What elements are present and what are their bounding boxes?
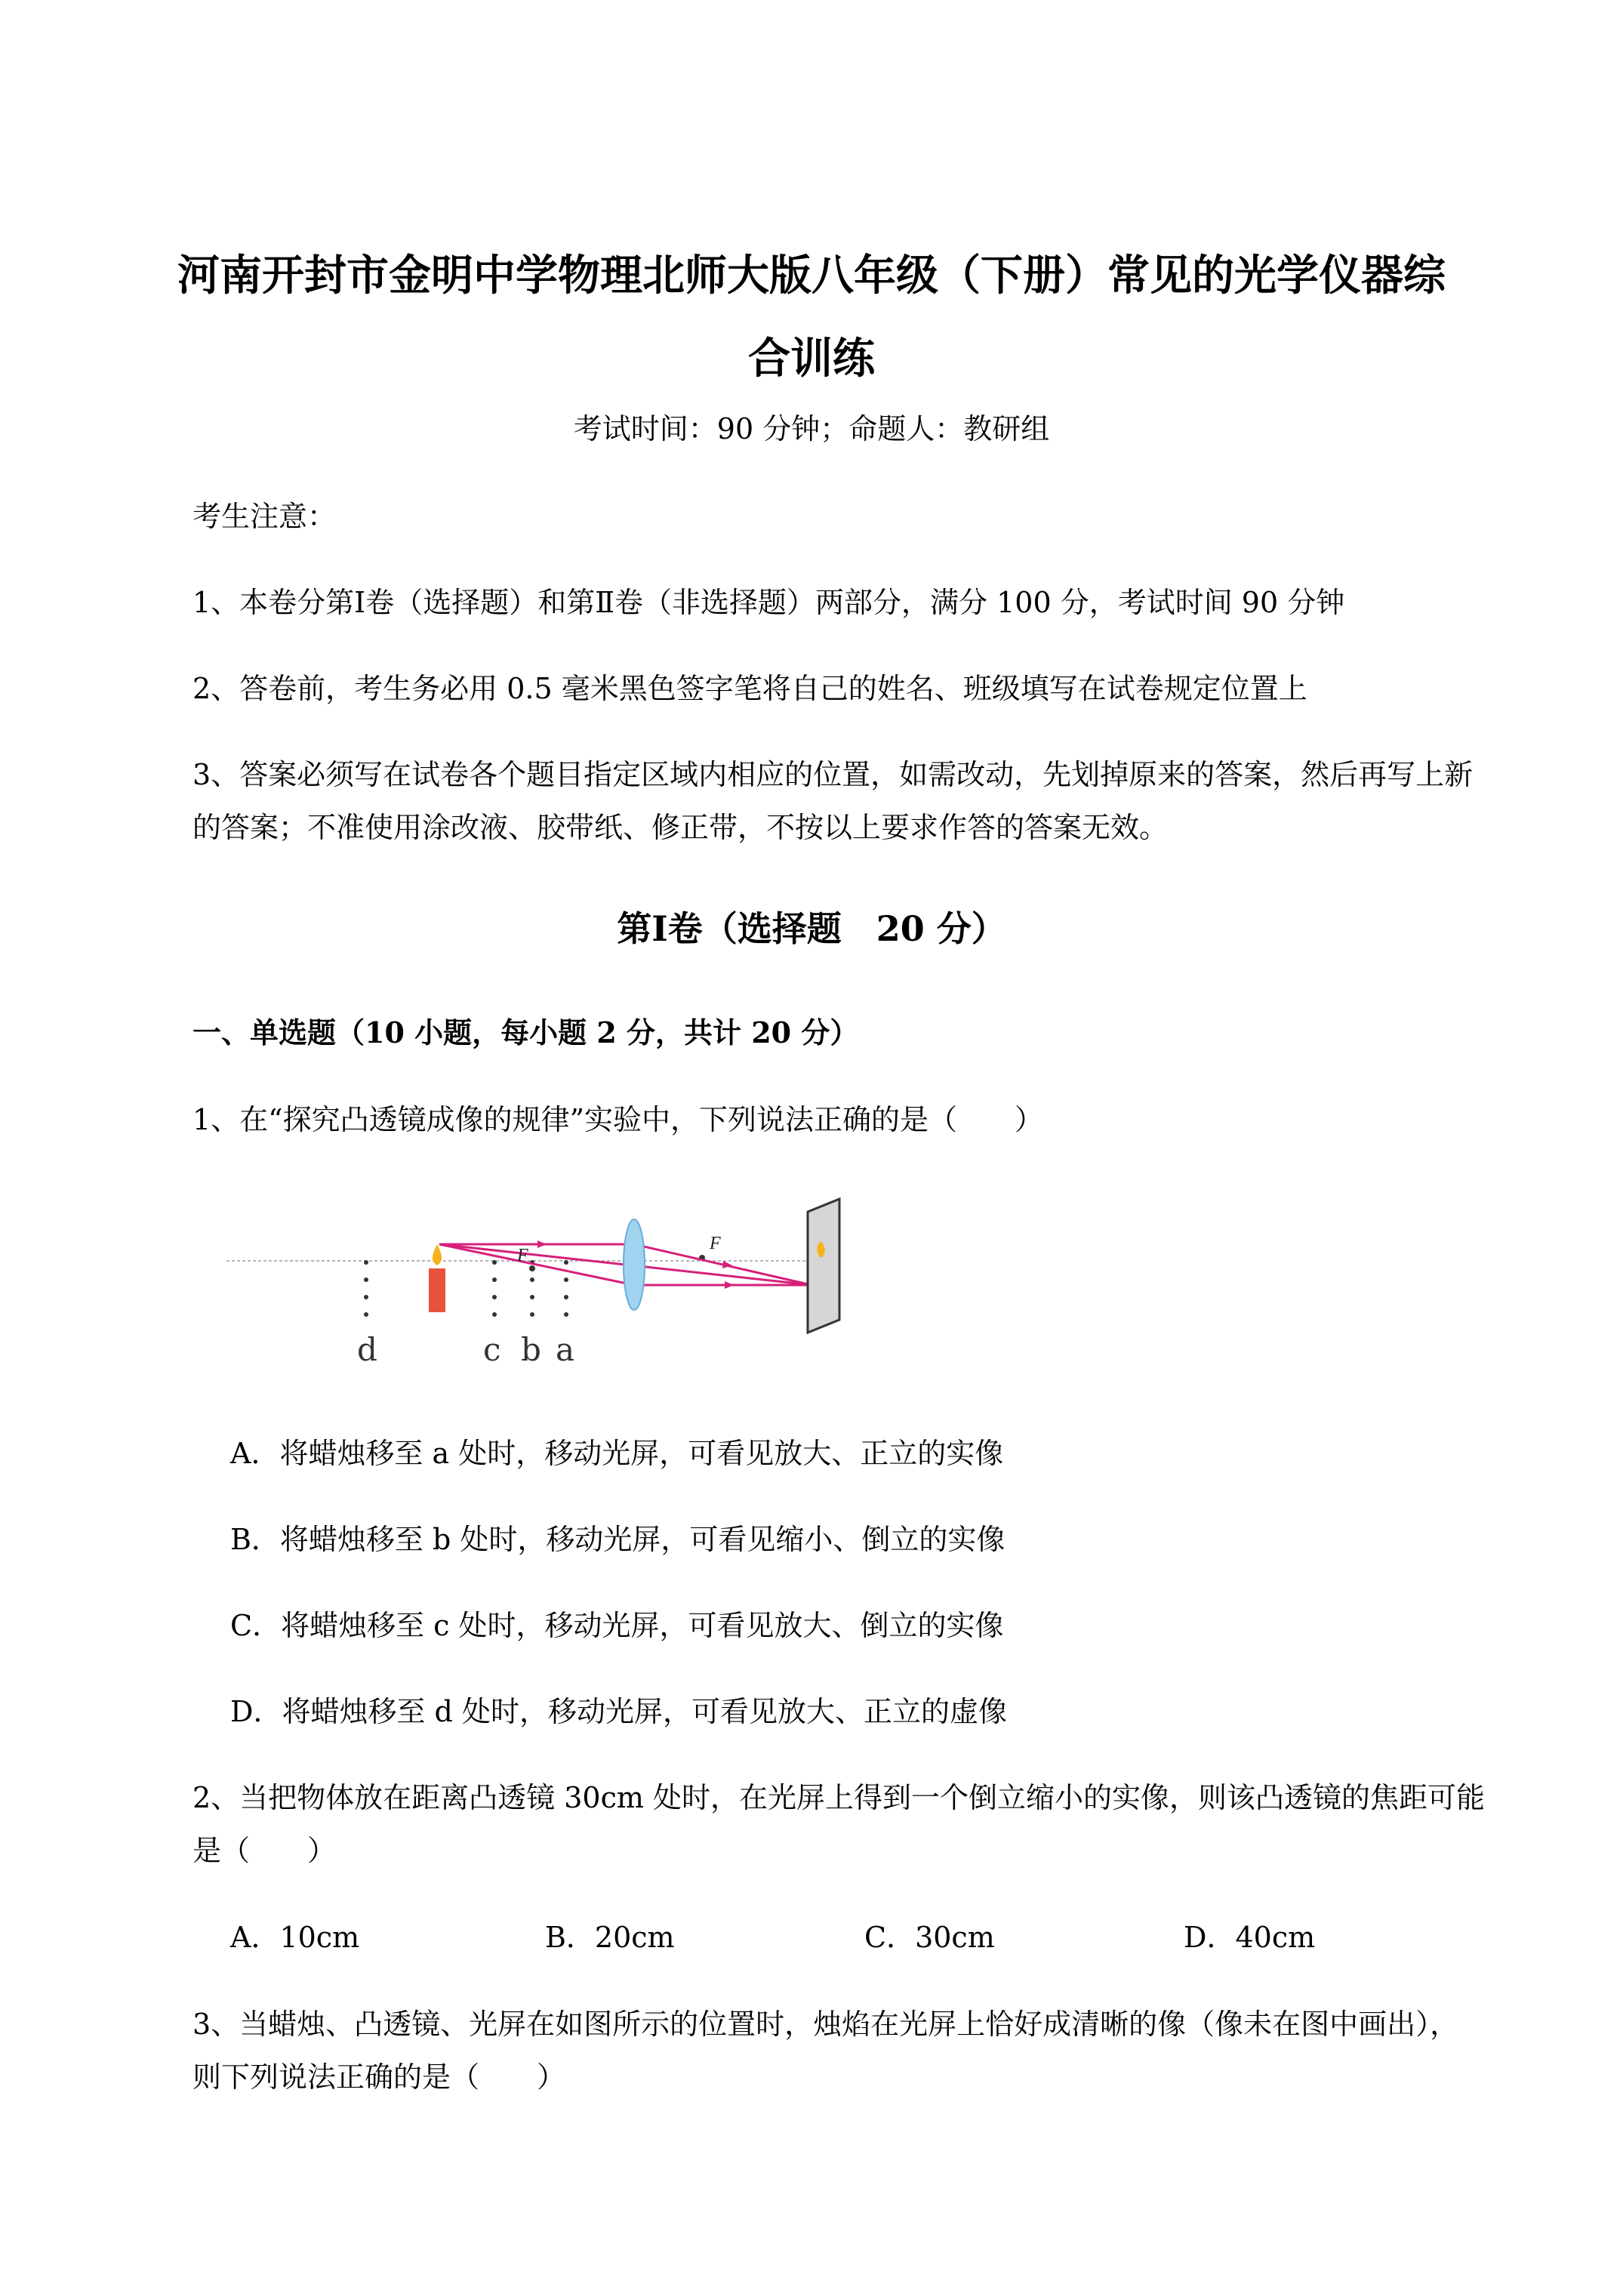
- exam-title-line1: 河南开封市金明中学物理北师大版八年级（下册）常见的光学仪器综: [177, 251, 1446, 300]
- question-1-stem: 1、在“探究凸透镜成像的规律”实验中，下列说法正确的是（ ）: [192, 1103, 1044, 1136]
- notice-item-3-line1: 3、答案必须写在试卷各个题目指定区域内相应的位置，如需改动，先划掉原来的答案，然后再写上新: [192, 758, 1474, 791]
- lens-experiment-figure: [226, 1185, 845, 1382]
- question-2-option-c: C．30cm: [864, 1921, 995, 1954]
- question-1-option-d: D．将蜡烛移至 d 处时，移动光屏，可看见放大、正立的虚像: [230, 1695, 1007, 1728]
- question-3-stem-line1: 3、当蜡烛、凸透镜、光屏在如图所示的位置时，烛焰在光屏上恰好成清晰的像（像未在图中画出），: [192, 2008, 1459, 2041]
- question-2-stem-line1: 2、当把物体放在距离凸透镜 30cm 处时，在光屏上得到一个倒立缩小的实像，则该凸透镜的焦距可能: [192, 1781, 1486, 1814]
- light-screen: [808, 1199, 839, 1333]
- label-f-left: F: [517, 1246, 528, 1265]
- position-marker-d: [364, 1260, 368, 1317]
- label-a: a: [556, 1331, 575, 1368]
- question-3-stem-line2: 则下列说法正确的是（ ）: [192, 2060, 566, 2094]
- position-marker-c: [492, 1260, 497, 1317]
- question-1-option-c: C．将蜡烛移至 c 处时，移动光屏，可看见放大、倒立的实像: [230, 1609, 1004, 1642]
- candle: [429, 1268, 445, 1312]
- exam-title-line2: 合训练: [748, 334, 875, 384]
- focal-point-left: [529, 1265, 535, 1271]
- notice-item-3-line2: 的答案；不准使用涂改液、胶带纸、修正带，不按以上要求作答的答案无效。: [192, 811, 1169, 844]
- notice-heading: 考生注意：: [192, 500, 337, 533]
- question-2-option-d: D．40cm: [1184, 1921, 1316, 1954]
- label-c: c: [483, 1331, 501, 1368]
- question-1-option-a: A．将蜡烛移至 a 处时，移动光屏，可看见放大、正立的实像: [230, 1437, 1004, 1470]
- question-2-option-b: B．20cm: [545, 1921, 675, 1954]
- position-marker-a: [564, 1260, 568, 1317]
- convex-lens: [624, 1219, 645, 1310]
- notice-item-1: 1、本卷分第Ⅰ卷（选择题）和第Ⅱ卷（非选择题）两部分，满分 100 分，考试时间 90 分钟: [192, 586, 1345, 619]
- question-1-option-b: B．将蜡烛移至 b 处时，移动光屏，可看见缩小、倒立的实像: [230, 1523, 1006, 1556]
- question-2-stem-line2: 是（ ）: [192, 1834, 337, 1867]
- exam-info: 考试时间：90 分钟；命题人：教研组: [573, 412, 1050, 445]
- section-title: 第Ⅰ卷（选择题 20 分）: [617, 908, 1006, 949]
- label-d: d: [357, 1331, 377, 1368]
- question-2-option-a: A．10cm: [230, 1921, 360, 1954]
- notice-item-2: 2、答卷前，考生务必用 0.5 毫米黑色签字笔将自己的姓名、班级填写在试卷规定位置上: [192, 672, 1307, 705]
- label-f-right: F: [710, 1234, 721, 1253]
- label-b: b: [521, 1331, 541, 1368]
- candle-flame: [433, 1244, 442, 1265]
- part-heading: 一、单选题（10 小题，每小题 2 分，共计 20 分）: [192, 1015, 859, 1049]
